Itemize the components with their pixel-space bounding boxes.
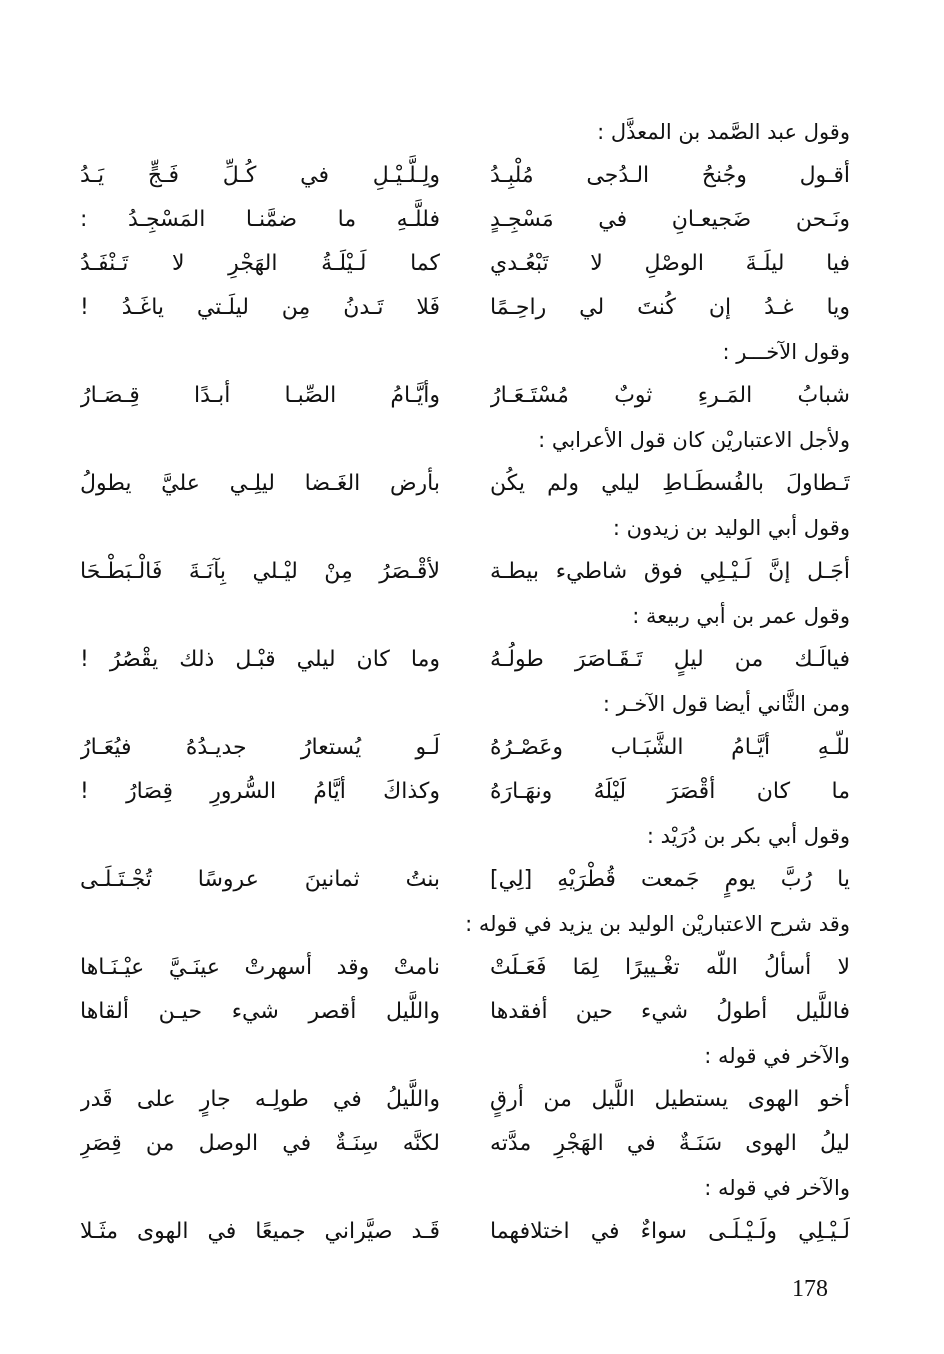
second-hemistich: واللَّيل أقصر شيء حيـن ألقاها [80, 999, 440, 1024]
verse-line [80, 198, 850, 242]
verse-line [80, 990, 850, 1034]
first-hemistich: فاللَّيل أطولُ شيء حين أفقدها [490, 999, 850, 1024]
first-hemistich: أخو الهوى يستطيل اللَّيل من أرقٍ [490, 1087, 850, 1112]
section-heading: وقول أبي الوليد بن زيدون : [612, 516, 850, 540]
second-hemistich: وأيَّـامُ الصِّبـا أبـدًا قِـصَـارُ [80, 383, 440, 408]
second-hemistich: وكذاكَ أيَّامُ السُّرورِ قِصَارُ ! [80, 779, 440, 804]
verse-line [80, 374, 850, 418]
second-hemistich: كما لَـيْلَـةُ الهَجْرِ لا تَـنْفَـدُ [80, 251, 440, 276]
first-hemistich: ويا غـدُ إن كُنتَ لي راحِـمًا [490, 295, 850, 320]
first-hemistich: شبابُ المَـرءِ ثوبٌ مُسْتَـعَـارُ [490, 383, 850, 408]
section-heading: والآخر في قوله : [704, 1044, 850, 1068]
second-hemistich: لكنَّه سِنَـةٌ في الوصل من قِصَرِ [80, 1131, 440, 1156]
first-hemistich: أقـول وجُنحُ الـدُجى مُلْبِـدُ [490, 163, 850, 188]
first-hemistich: لا أسألُ اللّه تغْـييرًا لِمَا فَعَـلَتْ [490, 955, 850, 980]
first-hemistich: ما كان أقْصَرَ لَيْلَهُ ونهَـارَهُ [490, 779, 850, 804]
verse-line [80, 286, 850, 330]
first-hemistich: ونَـحن ضَجيعـانِ في مَسْجِـدٍ [490, 207, 850, 232]
verse-line [80, 858, 850, 902]
first-hemistich: ليلُ الهوى سَنَـةٌ في الهَجْرِ مدَّته [490, 1131, 850, 1156]
second-hemistich: فَلا تَـدنُ مِن ليلَـتي ياغَـدُ ! [80, 295, 440, 320]
page-number: 178 [792, 1276, 828, 1302]
second-hemistich: بنتُ ثمانينَ عروسًا تُجْـتَـلَـى [80, 867, 440, 892]
verse-line [80, 946, 850, 990]
second-hemistich: ولِـلَّـيْـلِ في كُـلِّ فَـجٍّ يَـدُ [80, 163, 440, 188]
verse-line [80, 638, 850, 682]
verse-line [80, 726, 850, 770]
verse-line [80, 1122, 850, 1166]
second-hemistich: قَـد صيَّراني جميعًا في الهوى مثَـلا [80, 1219, 440, 1244]
first-hemistich: يا رُبَّ يومٍ جَمعت قُطْرَيْهِ [لِي] [490, 867, 850, 892]
second-hemistich: لأقْـصَرُ مِنْ ليْـلي بِآنَـةَ فَالْـبَطْـحَا [80, 559, 440, 584]
first-hemistich: فيالَـك من ليلٍ تَـقَـاصَرَ طولُـهُ [490, 647, 850, 672]
first-hemistich: تَـطاولَ بالفُسطَـاطِ ليلي ولم يكُن [490, 471, 850, 496]
second-hemistich: لَـو يُستعارُ جديـدُهُ فيُعَـارُ [80, 735, 440, 760]
section-heading: والآخر في قوله : [704, 1176, 850, 1200]
first-hemistich: فيا ليلَـةَ الوصْلِ لا تَبْعُـدي [490, 251, 850, 276]
verse-line [80, 1078, 850, 1122]
verse-line [80, 770, 850, 814]
first-hemistich: أجَـل إنَّ لَـيْـلِي فوق شاطيء بيطـة [490, 559, 850, 584]
section-heading: وقول عبد الصَّمد بن المعذَّل : [597, 120, 850, 144]
second-hemistich: واللَّيلُ في طولِـه جارٍ على قَدر [80, 1087, 440, 1112]
section-heading: وقول عمر بن أبي ربيعة : [632, 604, 850, 628]
verse-line [80, 242, 850, 286]
second-hemistich: وما كان ليلي قبْـل ذلك يقْصُرُ ! [80, 647, 440, 672]
verse-line [80, 154, 850, 198]
verse-line [80, 462, 850, 506]
second-hemistich: نامتْ وقد أسهرتْ عينَـيَّ عيْـنَـاها [80, 955, 440, 980]
first-hemistich: للّـهِ أيَّـامُ الشَّبَـاب وعَصْـرُهُ [490, 735, 850, 760]
section-heading: وقول أبي بكر بن دُرَيْد : [646, 824, 850, 848]
second-hemistich: فللَّـهِ ما ضمَّنـا المَسْجِـدُ : [80, 207, 440, 232]
section-heading: وقول الآخـــر : [722, 340, 850, 364]
section-heading: ولأجل الاعتباريْن كان قول الأعرابي : [538, 428, 850, 452]
verse-line [80, 550, 850, 594]
text-body [80, 110, 850, 1254]
section-heading: وقد شرح الاعتباريْن الوليد بن يزيد في قوله : [465, 912, 850, 936]
section-heading: ومن الثَّاني أيضا قول الآخـر : [602, 692, 850, 716]
first-hemistich: لَـيْـلِي ولَـيْـلَـى سواءٌ في اختلافهما [490, 1219, 850, 1244]
second-hemistich: بأرض الغَـضا ليلِـي عليَّ يطولُ [80, 471, 440, 496]
verse-line [80, 1210, 850, 1254]
